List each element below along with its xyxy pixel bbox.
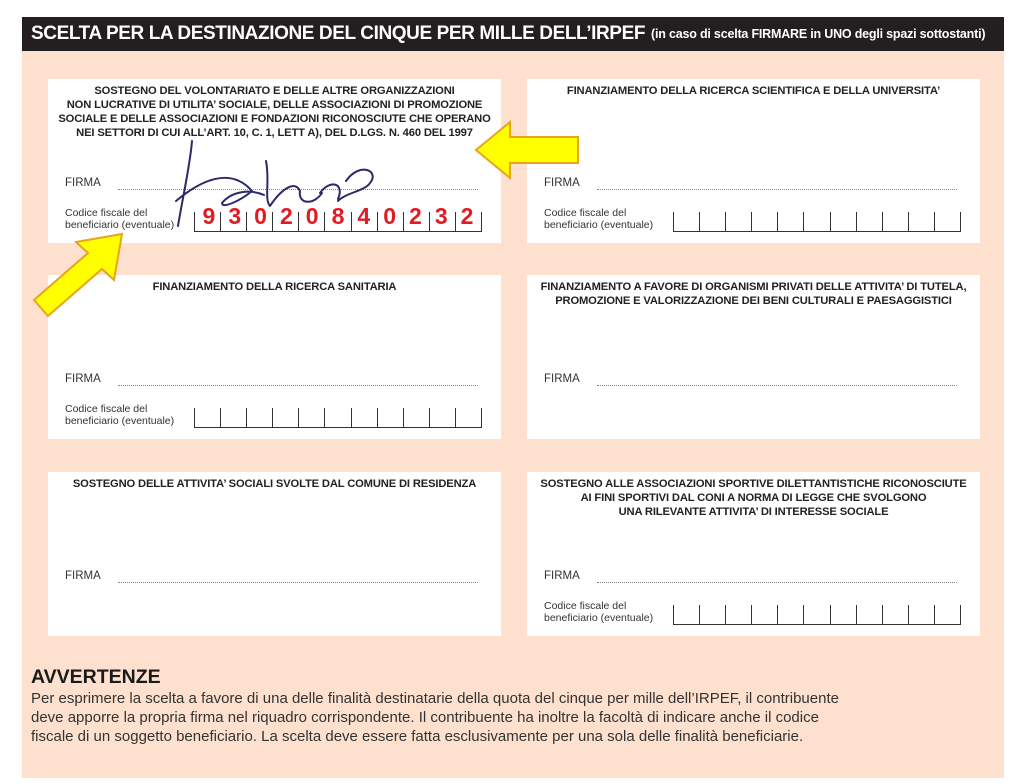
box-title-line: SOCIALE E DELLE ASSOCIAZIONI E FONDAZIONI RICONOSCIUTE CHE OPERANO <box>58 113 491 125</box>
up-right-arrow-icon <box>28 228 128 320</box>
cf-label-line: beneficiario (eventuale) <box>65 219 175 231</box>
box-title-line: SOSTEGNO DEL VOLONTARIATO E DELLE ALTRE ORGANIZZAZIONI <box>94 85 455 97</box>
avvertenze-title: AVVERTENZE <box>31 666 161 688</box>
firma-signature-line[interactable] <box>597 582 957 583</box>
box-title <box>527 280 980 308</box>
box-ricerca-scientifica <box>527 79 980 243</box>
box-title-line: SOSTEGNO ALLE ASSOCIAZIONI SPORTIVE DILETTANTISTICHE RICONOSCIUTE <box>540 478 967 490</box>
cf-digit: 0 <box>305 203 319 229</box>
codice-fiscale-input[interactable] <box>673 605 961 625</box>
form-title: SCELTA PER LA DESTINAZIONE DEL CINQUE PER MILLE DELL’IRPEF <box>31 23 646 44</box>
box-beni-culturali <box>527 275 980 439</box>
box-title-line: NON LUCRATIVE DI UTILITA’ SOCIALE, DELLE ASSOCIAZIONI DI PROMOZIONE <box>66 99 483 111</box>
avvertenze-line: deve apporre la propria firma nel riquadro corrispondente. Il contribuente ha inoltre la facoltà di indicare anche il codice <box>31 709 819 726</box>
cf-digit: 3 <box>434 203 448 229</box>
codice-fiscale-label <box>65 403 174 427</box>
codice-fiscale-input[interactable] <box>673 212 961 232</box>
cf-label-line: Codice fiscale del <box>65 403 148 415</box>
box-title-line: NEI SETTORI DI CUI ALL’ART. 10, C. 1, LETT A), DEL D.LGS. N. 460 DEL 1997 <box>76 127 473 139</box>
cf-label-line: beneficiario (eventuale) <box>65 415 175 427</box>
avvertenze-line: Per esprimere la scelta a favore di una delle finalità destinatarie della quota del cinque per mille dell’IRPEF, il contribuente <box>31 690 839 707</box>
cf-digit: 9 <box>202 203 216 229</box>
box-associazioni-sportive <box>527 472 980 636</box>
cf-label-line: Codice fiscale del <box>65 207 148 219</box>
firma-signature-line[interactable] <box>118 582 478 583</box>
avvertenze-line: fiscale di un soggetto beneficiario. La scelta deve essere fatta esclusivamente per una sola delle finalità beneficiarie. <box>31 728 804 745</box>
cf-digit: 4 <box>357 203 371 229</box>
codice-fiscale-label <box>544 207 653 231</box>
box-title <box>48 477 501 491</box>
firma-signature-line[interactable] <box>118 385 478 386</box>
box-comune-residenza <box>48 472 501 636</box>
form-instruction: (in caso di scelta FIRMARE in UNO degli spazi sottostanti) <box>651 27 986 41</box>
cf-digit: 2 <box>460 203 474 229</box>
box-title-line: AI FINI SPORTIVI DAL CONI A NORMA DI LEGGE CHE SVOLGONO <box>580 492 927 504</box>
avvertenze-text <box>31 689 1003 746</box>
box-title <box>527 84 980 98</box>
cf-digit: 0 <box>383 203 396 229</box>
box-title-line: SOSTEGNO DELLE ATTIVITA’ SOCIALI SVOLTE DAL COMUNE DI RESIDENZA <box>72 478 477 490</box>
box-title-line: FINANZIAMENTO DELLA RICERCA SCIENTIFICA E DELLA UNIVERSITA’ <box>566 85 941 97</box>
firma-label: FIRMA <box>544 373 580 385</box>
firma-label: FIRMA <box>544 177 580 189</box>
cf-digit: 3 <box>228 203 242 229</box>
cf-label-line: Codice fiscale del <box>544 207 627 219</box>
cf-digit: 2 <box>279 203 293 229</box>
box-title-line: UNA RILEVANTE ATTIVITA’ DI INTERESSE SOCIALE <box>618 506 889 518</box>
box-volontariato <box>48 79 501 243</box>
form-header <box>22 17 1004 51</box>
codice-fiscale-digits <box>196 203 480 229</box>
firma-label: FIRMA <box>65 177 101 189</box>
codice-fiscale-label <box>544 600 653 624</box>
firma-signature-line[interactable] <box>597 385 957 386</box>
cf-label-line: Codice fiscale del <box>544 600 627 612</box>
firma-label: FIRMA <box>65 373 101 385</box>
cf-digit: 8 <box>331 203 345 229</box>
cf-label-line: beneficiario (eventuale) <box>544 219 654 231</box>
box-title-line: FINANZIAMENTO A FAVORE DI ORGANISMI PRIVATI DELLE ATTIVITA’ DI TUTELA, <box>540 281 967 293</box>
box-title-line: PROMOZIONE E VALORIZZAZIONE DEI BENI CULTURALI E PAESAGGISTICI <box>555 295 952 307</box>
firma-label: FIRMA <box>544 570 580 582</box>
box-title-line: FINANZIAMENTO DELLA RICERCA SANITARIA <box>152 281 397 293</box>
cf-digit: 0 <box>254 203 267 229</box>
codice-fiscale-input[interactable] <box>194 408 482 428</box>
box-title <box>527 477 980 519</box>
cf-label-line: beneficiario (eventuale) <box>544 612 654 624</box>
left-pointing-arrow-icon <box>474 120 582 180</box>
firma-signature-line[interactable] <box>597 189 957 190</box>
cf-digit: 2 <box>409 203 422 229</box>
firma-label: FIRMA <box>65 570 101 582</box>
